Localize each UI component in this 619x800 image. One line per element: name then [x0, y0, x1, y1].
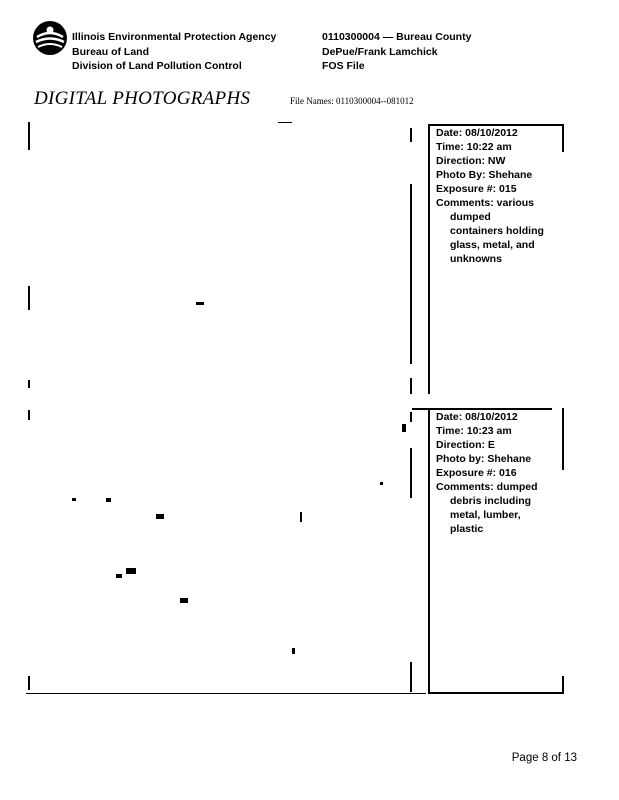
site-id-county: 0110300004 — Bureau County — [322, 31, 472, 43]
photo1-photo-by: Photo By: Shehane — [436, 169, 533, 181]
page-title: DIGITAL PHOTOGRAPHS — [34, 88, 251, 109]
agency-name: Illinois Environmental Protection Agency — [72, 31, 277, 43]
photo-frame-1 — [26, 118, 416, 408]
file-names-label: File Names: — [290, 96, 334, 106]
photo1-date: Date: 08/10/2012 — [436, 127, 518, 139]
division-name: Division of Land Pollution Control — [72, 60, 242, 72]
photo1-comments-line: containers holding — [450, 225, 544, 237]
photo2-comments-line: debris including — [450, 495, 532, 507]
agency-logo-icon — [32, 20, 68, 56]
caption-box-1 — [428, 124, 568, 394]
file-type: FOS File — [322, 60, 365, 72]
photo-frame-2 — [26, 408, 416, 698]
caption-box-2 — [428, 408, 568, 694]
photo2-exposure: Exposure #: 016 — [436, 467, 517, 479]
agency-header — [72, 30, 276, 74]
photo1-exposure: Exposure #: 015 — [436, 183, 517, 195]
photo2-comments: Comments: dumped — [436, 481, 538, 493]
page-number: Page 8 of 13 — [511, 752, 577, 764]
photo1-direction: Direction: NW — [436, 155, 506, 167]
site-header — [322, 30, 471, 74]
photo2-time: Time: 10:23 am — [436, 425, 512, 437]
photo2-comments-line: plastic — [450, 523, 484, 535]
photo2-direction: Direction: E — [436, 439, 495, 451]
photo1-comments-line: glass, metal, and — [450, 239, 535, 251]
photo1-comments: Comments: various — [436, 197, 535, 209]
file-names-value: 0110300004--081012 — [336, 96, 414, 106]
site-name: DePue/Frank Lamchick — [322, 45, 438, 58]
photo1-comments-line: dumped — [450, 211, 491, 223]
photo2-photo-by: Photo by: Shehane — [436, 453, 532, 465]
file-names — [290, 96, 414, 106]
photo-speck — [196, 302, 206, 308]
photo2-comments-line: metal, lumber, — [450, 509, 521, 521]
bureau-name: Bureau of Land — [72, 45, 150, 58]
photo1-time: Time: 10:22 am — [436, 141, 512, 153]
photo2-date: Date: 08/10/2012 — [436, 411, 518, 423]
photo1-comments-line: unknowns — [450, 253, 502, 265]
photo-speck — [402, 424, 410, 434]
